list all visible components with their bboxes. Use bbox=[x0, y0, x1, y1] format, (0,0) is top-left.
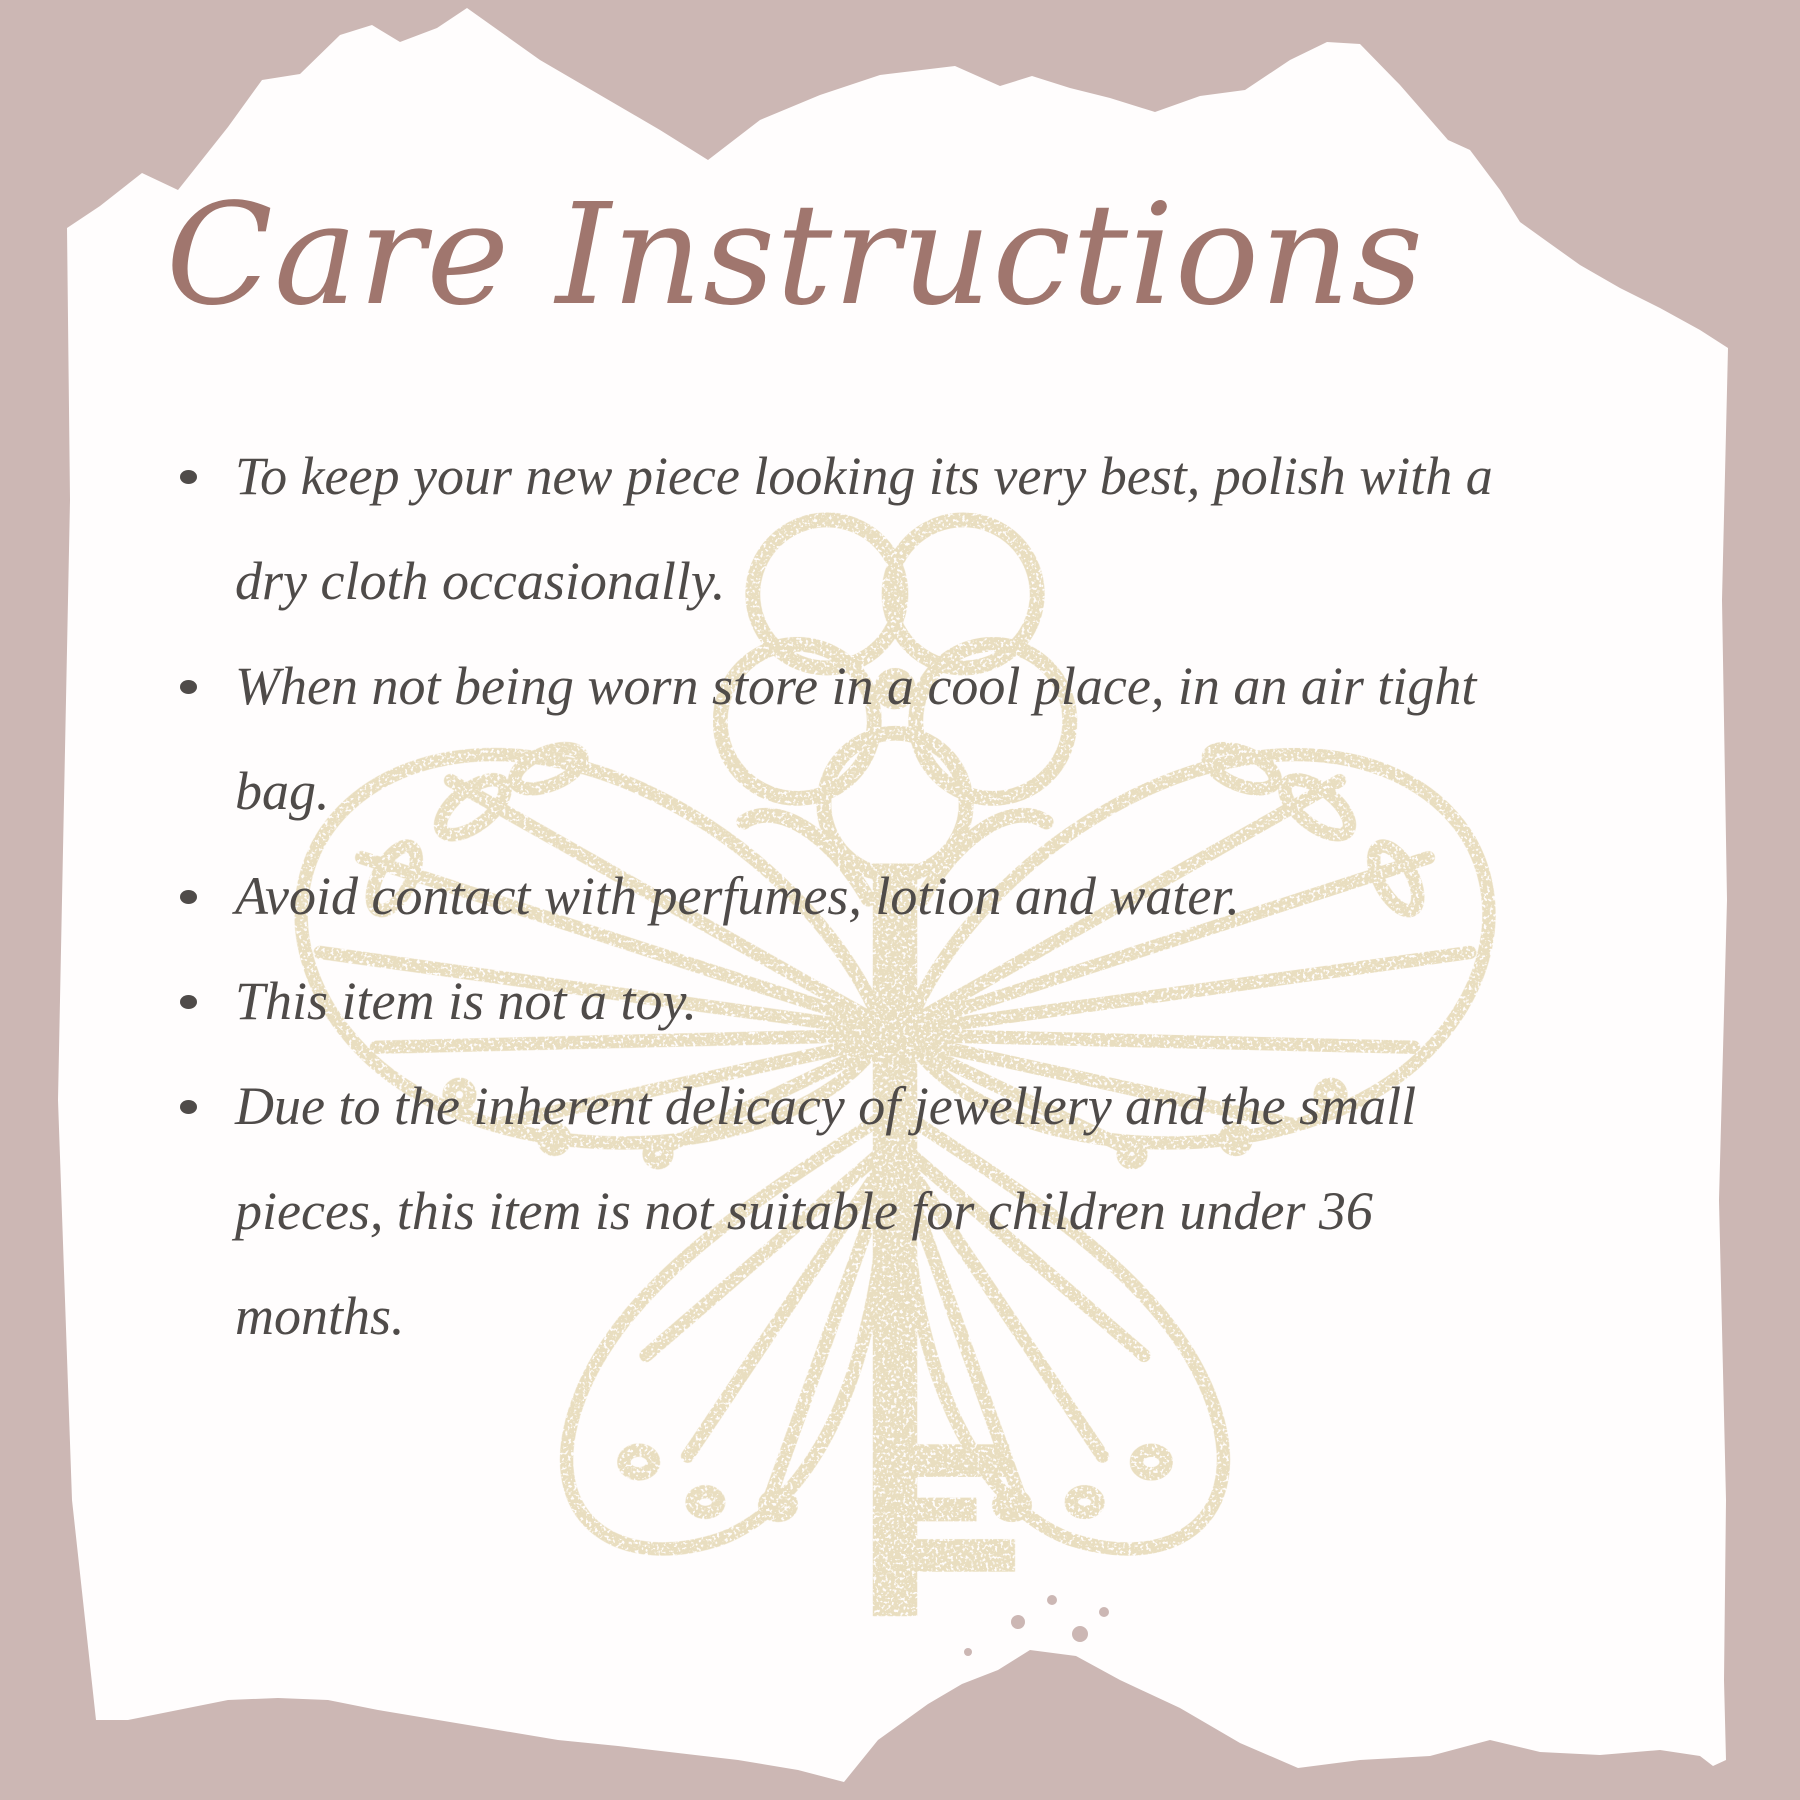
list-item-text: Due to the inherent delicacy of jewellery and the small pieces, this item is not suitable for children under 36 months. bbox=[235, 1076, 1417, 1346]
list-item bbox=[178, 844, 1508, 949]
page-title: Care Instructions bbox=[165, 174, 1425, 337]
bullet-icon bbox=[180, 470, 197, 484]
list-item-text: To keep your new piece looking its very best, polish with a dry cloth occasionally. bbox=[235, 446, 1493, 611]
bullet-icon bbox=[180, 1100, 197, 1114]
list-item-text: When not being worn store in a cool place, in an air tight bag. bbox=[235, 656, 1477, 821]
list-item-text: Avoid contact with perfumes, lotion and water. bbox=[235, 866, 1240, 926]
list-item bbox=[178, 634, 1508, 844]
bullet-icon bbox=[180, 890, 197, 904]
list-item bbox=[178, 1054, 1508, 1369]
bullet-icon bbox=[180, 995, 197, 1009]
list-item bbox=[178, 949, 1508, 1054]
list-item bbox=[178, 424, 1508, 634]
bullet-icon bbox=[180, 680, 197, 694]
care-instructions-list bbox=[178, 424, 1508, 1369]
list-item-text: This item is not a toy. bbox=[235, 971, 698, 1031]
